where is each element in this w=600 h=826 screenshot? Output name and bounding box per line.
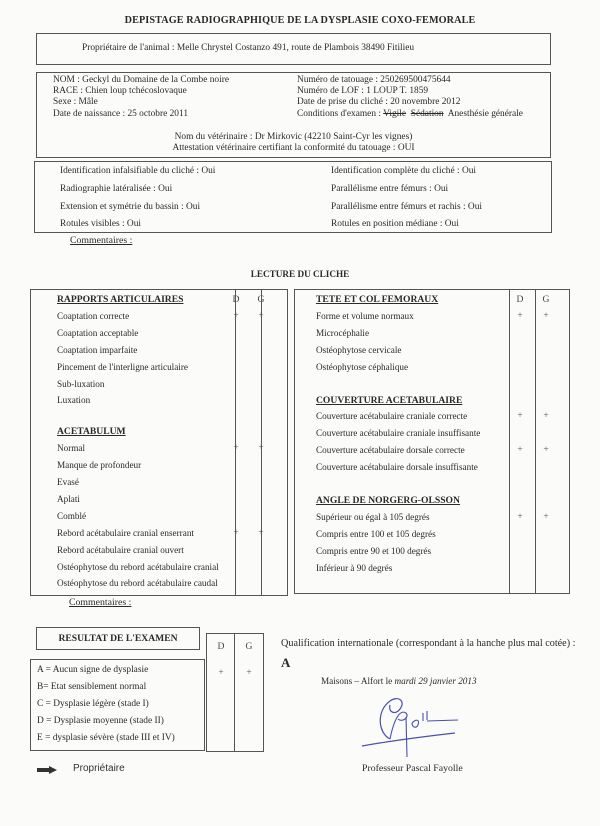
reading-row-label: Coaptation imparfaite [57,344,138,355]
column-divider [234,634,235,751]
quality-item: Parallélisme entre fémurs : Oui [331,184,449,194]
reading-row-label: Rebord acétabulaire cranial enserrant [57,527,194,538]
reading-row-label: Evasé [57,477,79,487]
reading-row-label: Inférieur à 90 degrés [316,562,393,573]
conditions-label: Conditions d'examen : [297,108,381,119]
result-title: RESULTAT DE L'EXAMEN [36,627,200,650]
dysplasia-scale-box [30,659,205,751]
quality-item: Rotules visibles : Oui [60,219,141,229]
reading-mark-d: + [517,411,523,422]
result-col-g: G [245,641,253,652]
reading-mark-d: + [233,310,239,321]
reading-mark-g: + [258,527,264,538]
reading-row-label: Compris entre 90 et 100 degrés [316,545,432,556]
condition-anesthesia: Anesthésie générale [447,108,523,119]
quality-item: Parallélisme entre fémurs et rachis : Oui [331,202,482,212]
reading-row-label: Ostéophytose céphalique [316,361,409,372]
reading-mark-d: + [233,527,239,538]
reading-mark-g: + [258,310,264,321]
col-header-g: G [542,294,550,305]
tattoo-attestation: Attestation vétérinaire certifiant la conformité du tatouage : OUI [172,143,415,153]
scale-item-a: A = Aucun signe de dysplasie [37,665,149,675]
reading-mark-d: + [233,443,239,454]
right-reading-table [294,289,570,594]
reading-mark-g: + [543,511,549,522]
result-mark-d: + [218,668,224,678]
comments-label-1: Commentaires : [70,235,133,246]
reading-row-label: Comblé [57,510,87,521]
comments-label-2: Commentaires : [69,597,132,608]
section-header: ANGLE DE NORGERG-OLSSON [316,495,460,506]
reading-row-label: Couverture acétabulaire dorsale insuffisante [316,462,478,473]
tattoo-number: Numéro de tatouage : 250269500475644 [297,75,451,85]
owner-info: Propriétaire de l'animal : Melle Chrystel Costanzo 491, route de Plambois 38490 Fitilieu [82,43,415,53]
reading-row-label: Ostéophytose cervicale [316,344,402,355]
qualification-grade: A [281,655,291,670]
reading-row-label: Aplati [57,493,80,504]
reading-row-label: Supérieur ou égal à 105 degrés [316,511,430,522]
reading-row-label: Compris entre 100 et 105 degrés [316,528,436,539]
animal-sex: Sexe : Mâle [53,97,98,108]
reading-row-label: Couverture acétabulaire dorsale correcte [316,445,465,456]
reading-row-label: Rebord acétabulaire cranial ouvert [57,544,184,555]
reading-row-label: Microcéphalie [316,327,370,338]
reading-row-label: Couverture acétabulaire craniale insuffisante [316,428,481,439]
signature-date: mardi 29 janvier 2013 [394,676,477,686]
exam-conditions [297,109,523,120]
column-divider [509,290,510,593]
reading-row-label: Sub-luxation [57,378,105,389]
quality-item: Extension et symétrie du bassin : Oui [60,202,201,212]
place-and-date [321,676,477,686]
signatory-name: Professeur Pascal Fayolle [362,763,463,774]
reading-row-label: Pincement de l'interligne articulaire [57,361,188,372]
section-header: TETE ET COL FEMORAUX [316,294,439,305]
animal-breed: RACE : Chien loup tchécoslovaque [53,86,187,97]
animal-birthdate: Date de naissance : 25 octobre 2011 [53,108,189,119]
col-header-g: G [257,294,265,305]
quality-item: Rotules en position médiane : Oui [331,219,459,229]
reading-row-label: Coaptation correcte [57,310,130,321]
condition-sedation-struck: Sédation [410,108,444,119]
reading-row-label: Ostéophytose du rebord acétabulaire caudal [57,578,218,589]
animal-info-left [53,75,229,120]
result-col-d: D [217,641,225,652]
scale-item-c: C = Dysplasie légère (stade I) [37,699,149,709]
animal-info-right [297,75,523,120]
xray-date: Date de prise du cliché : 20 novembre 2012 [297,97,461,108]
reading-row-label: Manque de profondeur [57,460,142,471]
column-divider [535,290,536,593]
reading-mark-g: + [543,445,549,456]
international-qualification [281,634,581,674]
lof-number: Numéro de LOF : 1 LOUP T. 1859 [297,86,429,97]
place: Maisons – Alfort le [321,676,393,686]
veterinarian-name: Nom du vétérinaire : Dr Mirkovic (42210 Saint-Cyr les vignes) [174,132,413,142]
reading-mark-g: + [543,411,549,422]
scale-item-d: D = Dysplasie moyenne (stade II) [37,716,164,726]
reading-row-label: Couverture acétabulaire craniale correcte [316,411,468,422]
result-dg-box [206,633,264,752]
reading-row-label: Ostéophytose du rebord acétabulaire cranial [57,561,219,572]
reading-mark-d: + [517,445,523,456]
scale-item-b: B= Etat sensiblement normal [37,682,147,692]
arrow-right-icon [37,766,57,774]
condition-vigile-struck: Vigile [383,108,407,119]
lecture-title: LECTURE DU CLICHE [250,269,350,279]
quality-item: Identification complète du cliché : Oui [331,166,477,176]
reading-row-label: Coaptation acceptable [57,327,139,338]
section-header: COUVERTURE ACETABULAIRE [316,394,463,406]
section-header: ACETABULUM [57,426,126,438]
scale-item-e: E = dysplasie sévère (stade III et IV) [37,733,175,743]
qualification-text: Qualification internationale (correspondant à la hanche plus mal cotée) : [281,638,576,649]
reading-mark-d: + [517,511,523,522]
quality-item: Radiographie latéralisée : Oui [60,184,173,194]
result-mark-g: + [246,668,252,678]
left-reading-table [30,289,288,596]
signature-image [360,689,460,757]
reading-row-label: Luxation [57,395,91,406]
col-header-d: D [232,294,240,305]
reading-row-label: Forme et volume normaux [316,310,414,321]
quality-item: Identification infalsifiable du cliché : Oui [60,166,216,176]
reading-mark-g: + [258,443,264,454]
reading-mark-d: + [517,310,523,321]
document-title: DEPISTAGE RADIOGRAPHIQUE DE LA DYSPLASIE COXO-FEMORALE [124,15,476,26]
section-header: RAPPORTS ARTICULAIRES [57,294,184,305]
reading-row-label: Normal [57,443,86,454]
reading-mark-g: + [543,310,549,321]
col-header-d: D [516,294,524,305]
recipient-label: Propriétaire [73,763,125,774]
animal-name: NOM : Geckyl du Domaine de la Combe noire [53,75,230,85]
